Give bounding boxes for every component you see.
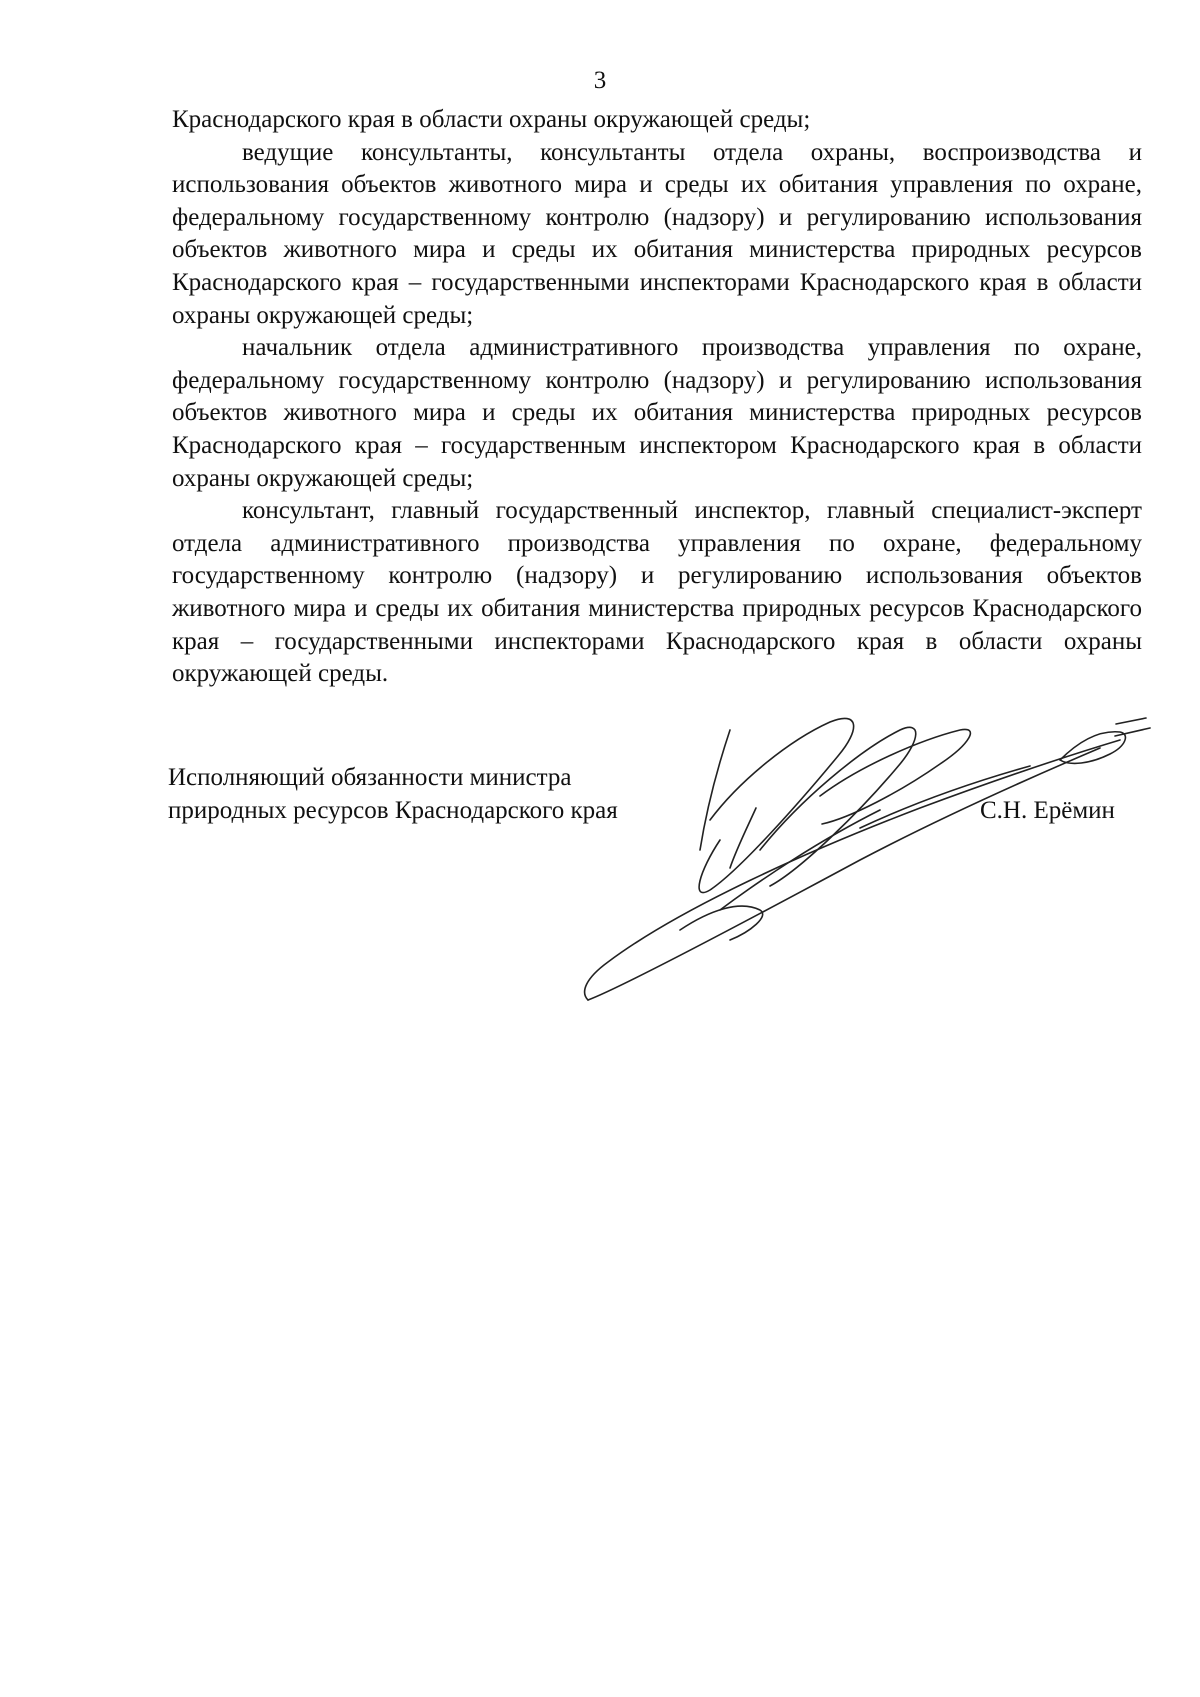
handwritten-signature — [560, 700, 1160, 1020]
signatory-position-line-2: природных ресурсов Краснодарского края — [168, 797, 618, 824]
signatory-position — [168, 761, 618, 827]
paragraph-continuation: Краснодарского края в области охраны окружающей среды; — [172, 106, 811, 133]
page-number: 3 — [593, 67, 607, 94]
paragraph-department-head: начальник отдела административного производства управления по охране, федеральному государственному контролю (надзору) и регулированию использования объектов животного мира и среды их обитания министерства природных ресурсов Краснодарского края – государственным инспектором Краснодарского края в области охраны окружающей среды; — [172, 334, 1142, 492]
signatory-name: С.Н. Ерёмин — [980, 797, 1115, 824]
signatory-position-line-1: Исполняющий обязанности министра — [168, 764, 572, 791]
document-body — [172, 104, 1142, 691]
paragraph-leading-consultants: ведущие консультанты, консультанты отдела охраны, воспроизводства и использования объектов животного мира и среды их обитания управления по охране, федеральному государственному контролю (надзору) и регулированию использования объектов животного мира и среды их обитания министерства природных ресурсов Краснодарского края – государственными инспекторами Краснодарского края в области охраны окружающей среды; — [172, 138, 1142, 329]
paragraph-consultant-inspectors: консультант, главный государственный инспектор, главный специалист-эксперт отдела административного производства управления по охране, федеральному государственному контролю (надзору) и регулированию использования объектов животного мира и среды их обитания министерства природных ресурсов Краснодарского края – государственными инспекторами Краснодарского края в области охраны окружающей среды. — [172, 497, 1142, 688]
